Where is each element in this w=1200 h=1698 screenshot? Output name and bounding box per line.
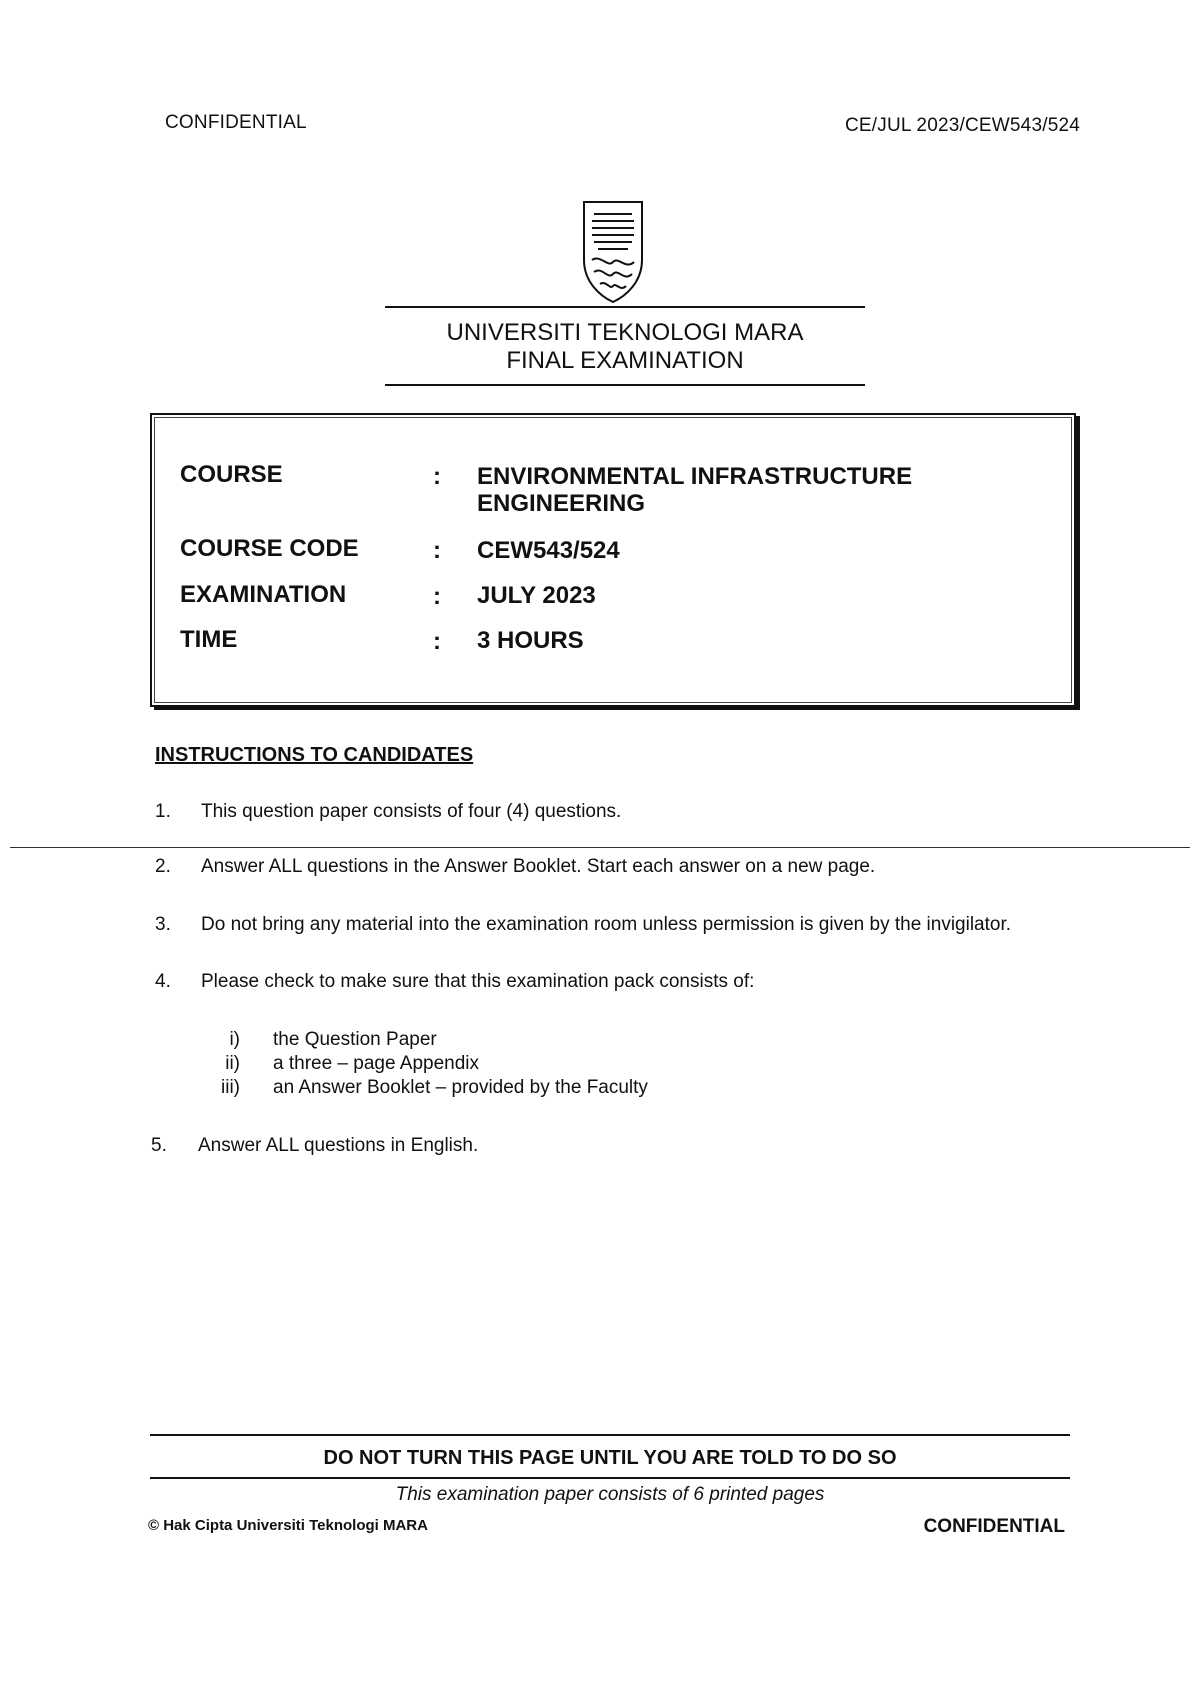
instruction-number: 4.: [155, 971, 171, 992]
course-value-line2: ENGINEERING: [477, 490, 646, 517]
instruction-text: Do not bring any material into the examination room unless permission is given by the invigilator.: [201, 914, 1012, 935]
instruction-text: Answer ALL questions in the Answer Booklet. Start each answer on a new page.: [201, 856, 876, 877]
header-reference-code: CE/JUL 2023/CEW543/524: [845, 115, 1080, 136]
sub-item-number: ii): [225, 1053, 240, 1074]
sub-item-number: iii): [221, 1077, 240, 1098]
instruction-text: This question paper consists of four (4) questions.: [201, 801, 622, 822]
course-label: COURSE: [180, 461, 283, 488]
footer-confidential: CONFIDENTIAL: [923, 1516, 1065, 1537]
do-not-turn-warning: DO NOT TURN THIS PAGE UNTIL YOU ARE TOLD TO DO SO: [323, 1447, 897, 1469]
course-value-line1: ENVIRONMENTAL INFRASTRUCTURE: [477, 463, 913, 490]
uitm-crest-icon: [578, 198, 648, 306]
university-name: UNIVERSITI TEKNOLOGI MARA: [446, 319, 804, 346]
course-code-colon: :: [433, 537, 441, 564]
examination-colon: :: [433, 583, 441, 610]
printed-pages-note: This examination paper consists of 6 printed pages: [395, 1484, 825, 1505]
footer-bottom-rule: [150, 1477, 1070, 1479]
instruction-text: Please check to make sure that this examination pack consists of:: [201, 971, 755, 992]
time-colon: :: [433, 628, 441, 655]
scan-divider-line: [10, 847, 1190, 848]
sub-item-text: a three – page Appendix: [273, 1053, 480, 1074]
time-label: TIME: [180, 626, 238, 653]
course-code-label: COURSE CODE: [180, 535, 359, 562]
exam-type-title: FINAL EXAMINATION: [506, 347, 744, 374]
sub-item-text: an Answer Booklet – provided by the Faculty: [273, 1077, 648, 1098]
title-top-rule: [385, 306, 865, 308]
footer-top-rule: [150, 1434, 1070, 1436]
time-value: 3 HOURS: [477, 627, 584, 654]
instruction-number: 3.: [155, 914, 171, 935]
examination-value: JULY 2023: [477, 582, 596, 609]
sub-item-text: the Question Paper: [273, 1029, 437, 1050]
sub-item-number: i): [229, 1029, 240, 1050]
instruction-number: 1.: [155, 801, 171, 822]
instruction-text: Answer ALL questions in English.: [198, 1135, 479, 1156]
examination-label: EXAMINATION: [180, 581, 347, 608]
copyright-notice: © Hak Cipta Universiti Teknologi MARA: [148, 1517, 428, 1534]
course-code-value: CEW543/524: [477, 537, 620, 564]
instruction-number: 2.: [155, 856, 171, 877]
course-colon: :: [433, 463, 441, 490]
instructions-title: INSTRUCTIONS TO CANDIDATES: [155, 744, 474, 766]
instruction-number: 5.: [151, 1135, 167, 1156]
title-bottom-rule: [385, 384, 865, 386]
header-confidential: CONFIDENTIAL: [165, 112, 307, 133]
